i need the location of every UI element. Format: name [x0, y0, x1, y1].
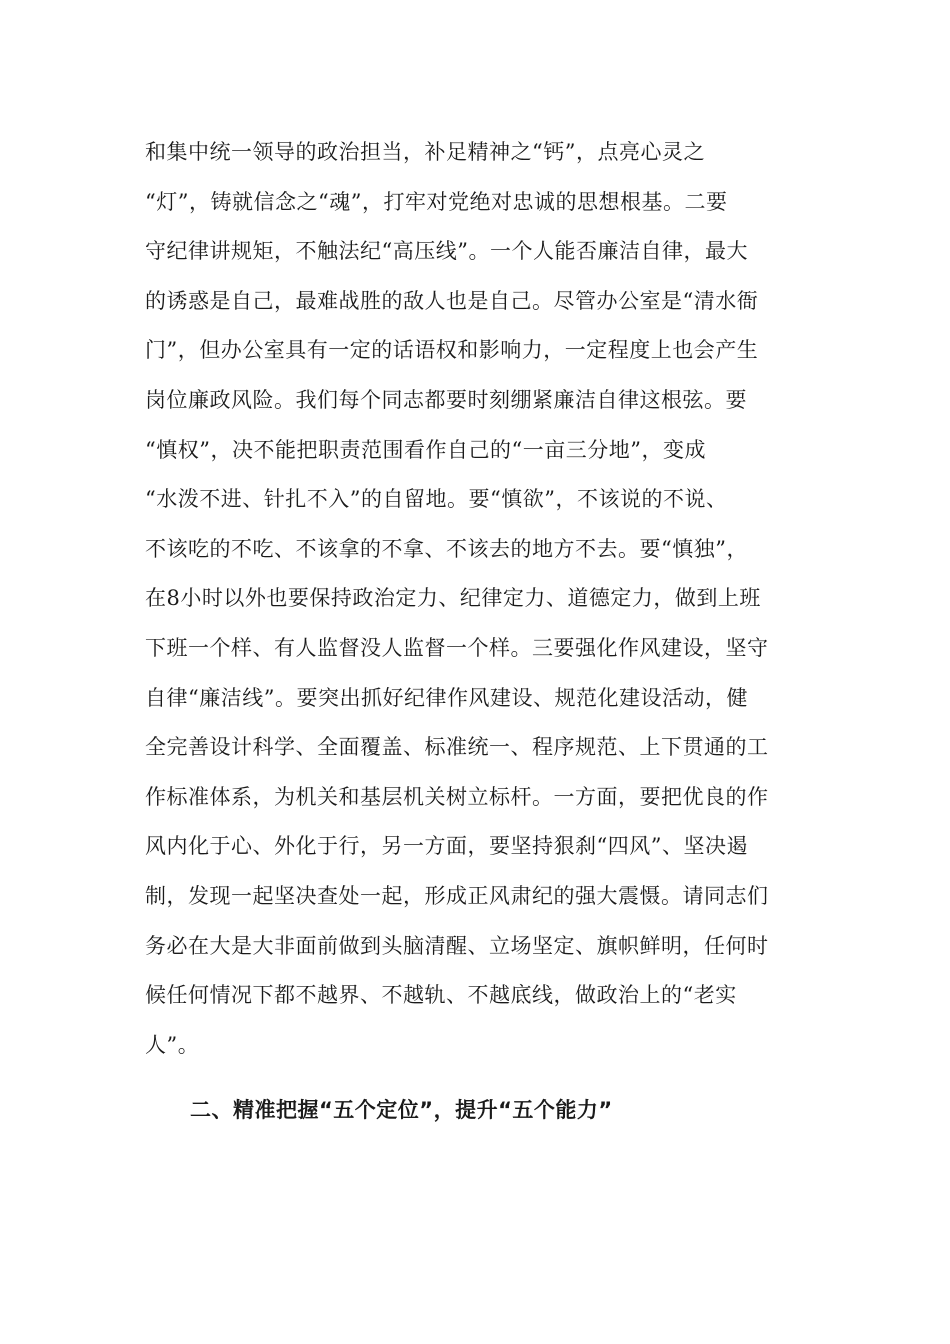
text-line-2: “灯”，铸就信念之“魂”，打牢对党绝对忠诚的思想根基。二要	[145, 189, 728, 214]
text-line-18: 候任何情况下都不越界、不越轨、不越底线，做政治上的“老实	[145, 983, 737, 1008]
text-line-13: 全完善设计科学、全面覆盖、标准统一、程序规范、上下贯通的工	[145, 735, 769, 760]
text-line-1: 和集中统一领导的政治担当，补足精神之“钙”，点亮心灵之	[145, 140, 705, 164]
section-heading: 二、精准把握“五个定位”，提升“五个能力”	[190, 1098, 613, 1122]
text-line-8: “水泼不进、针扎不入”的自留地。要“慎欲”，不该说的不说、	[145, 487, 728, 512]
text-line-10: 在8小时以外也要保持政治定力、纪律定力、道德定力，做到上班	[145, 586, 761, 611]
text-line-19: 人”。	[145, 1032, 200, 1057]
text-line-17: 务必在大是大非面前做到头脑清醒、立场坚定、旗帜鲜明，任何时	[145, 933, 769, 958]
text-line-3: 守纪律讲规矩，不触法纪“高压线”。一个人能否廉洁自律，最大	[145, 239, 748, 264]
text-line-7: “慎权”，决不能把职责范围看作自己的“一亩三分地”，变成	[145, 437, 706, 462]
text-line-5: 门”，但办公室具有一定的话语权和影响力，一定程度上也会产生	[145, 338, 759, 363]
text-line-16: 制，发现一起坚决查处一起，形成正风肃纪的强大震慑。请同志们	[145, 883, 769, 908]
text-line-12: 自律“廉洁线”。要突出抓好纪律作风建设、规范化建设活动，健	[145, 685, 748, 710]
body-paragraph	[145, 132, 805, 1074]
text-line-9: 不该吃的不吃、不该拿的不拿、不该去的地方不去。要“慎独”，	[145, 536, 748, 561]
text-line-11: 下班一个样、有人监督没人监督一个样。三要强化作风建设，坚守	[145, 635, 769, 660]
text-line-4: 的诱惑是自己，最难战胜的敌人也是自己。尽管办公室是“清水衙	[145, 288, 759, 313]
text-line-15: 风内化于心、外化于行，另一方面，要坚持狠刹“四风”、坚决遏	[145, 834, 748, 859]
text-line-14: 作标准体系，为机关和基层机关树立标杆。一方面，要把优良的作	[145, 784, 769, 809]
text-line-6: 岗位廉政风险。我们每个同志都要时刻绷紧廉洁自律这根弦。要	[145, 387, 747, 412]
